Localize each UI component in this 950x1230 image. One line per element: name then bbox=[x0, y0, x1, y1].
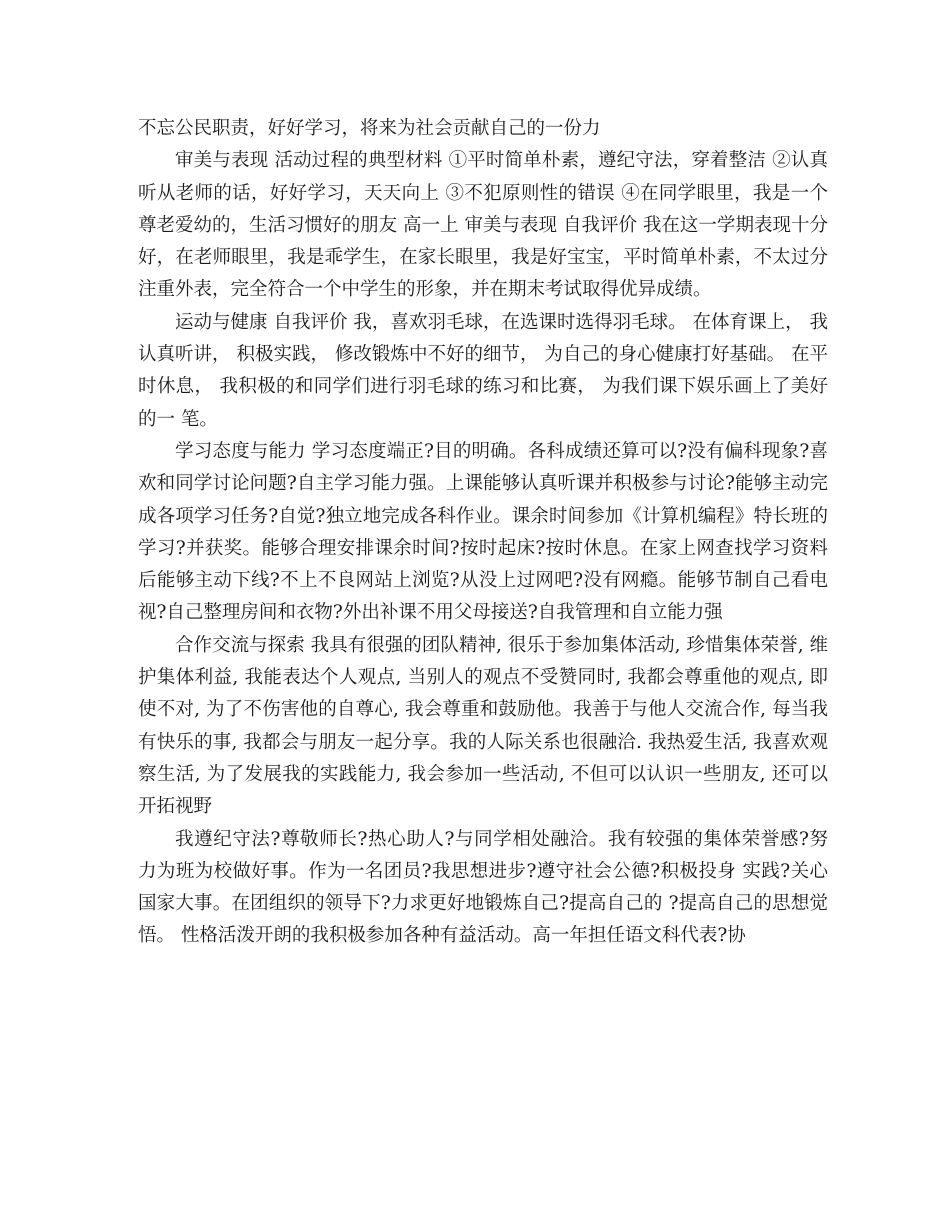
paragraph-cooperation: 合作交流与探索 我具有很强的团队精神, 很乐于参加集体活动, 珍惜集体荣誉, 维护集体利益, 我能表达个人观点, 当别人的观点不受赞同时, 我都会尊重他的观点, 即使不对, 为了不伤害他的自尊心, 我会尊重和鼓励他。我善于与他人交流合作, 每当我有快乐的事, 我都会与朋友一起分享。我的人际关系也很融洽. 我热爱生活, 我喜欢观察生活, 为了发展我的实践能力, 我会参加一些活动, 不但可以认识一些朋友, 还可以开拓视野 bbox=[138, 634, 828, 818]
paragraph-sports-health: 运动与健康 自我评价 我，喜欢羽毛球，在选课时选得羽毛球。 在体育课上， 我认真听讲， 积极实践， 修改锻炼中不好的细节， 为自己的身心健康打好基础。 在平时休息， 我积极的和同学们进行羽毛球的练习和比赛， 为我们课下娱乐画上了美好的一 笔。 bbox=[138, 311, 828, 430]
paragraph-conduct: 我遵纪守法?尊敬师长?热心助人?与同学相处融洽。我有较强的集体荣誉感?努 力为班为校做好事。作为一名团员?我思想进步?遵守社会公德?积极投身 实践?关心国家大事。在团组织的领导下?力求更好地锻炼自己?提高自己的 ?提高自己的思想觉悟。 性格活泼开朗的我积极参加各种有益活动。高一年担任语文科代表?协 bbox=[138, 828, 828, 947]
paragraph-1: 不忘公民职责，好好学习，将来为社会贡献自己的一份力 bbox=[138, 118, 601, 139]
paragraph-aesthetics: 审美与表现 活动过程的典型材料 ①平时简单朴素，遵纪守法，穿着整洁 ②认真听从老师的话，好好学习，天天向上 ③不犯原则性的错误 ④在同学眼里，我是一个尊老爱幼的，生活习惯好的朋友 高一上 审美与表现 自我评价 我在这一学期表现十分好，在老师眼里，我是乖学生，在家长眼里，我是好宝宝，平时简单朴素，不太过分注重外表，完全符合一个中学生的形象，并在期末考试取得优异成绩。 bbox=[138, 150, 828, 301]
document-body bbox=[138, 113, 828, 953]
paragraph-learning-attitude: 学习态度与能力 学习态度端正?目的明确。各科成绩还算可以?没有偏科现象?喜欢和同学讨论问题?自主学习能力强。上课能够认真听课并积极参与讨论?能够主动完成各项学习任务?自觉?独立地完成各科作业。课余时间参加《计算机编程》特长班的学习?并获奖。能够合理安排课余时间?按时起床?按时休息。在家上网查找学习资料后能够主动下线?不上不良网站上浏览?从没上过网吧?没有网瘾。能够节制自己看电视?自己整理房间和衣物?外出补课不用父母接送?自我管理和自立能力强 bbox=[138, 440, 828, 624]
